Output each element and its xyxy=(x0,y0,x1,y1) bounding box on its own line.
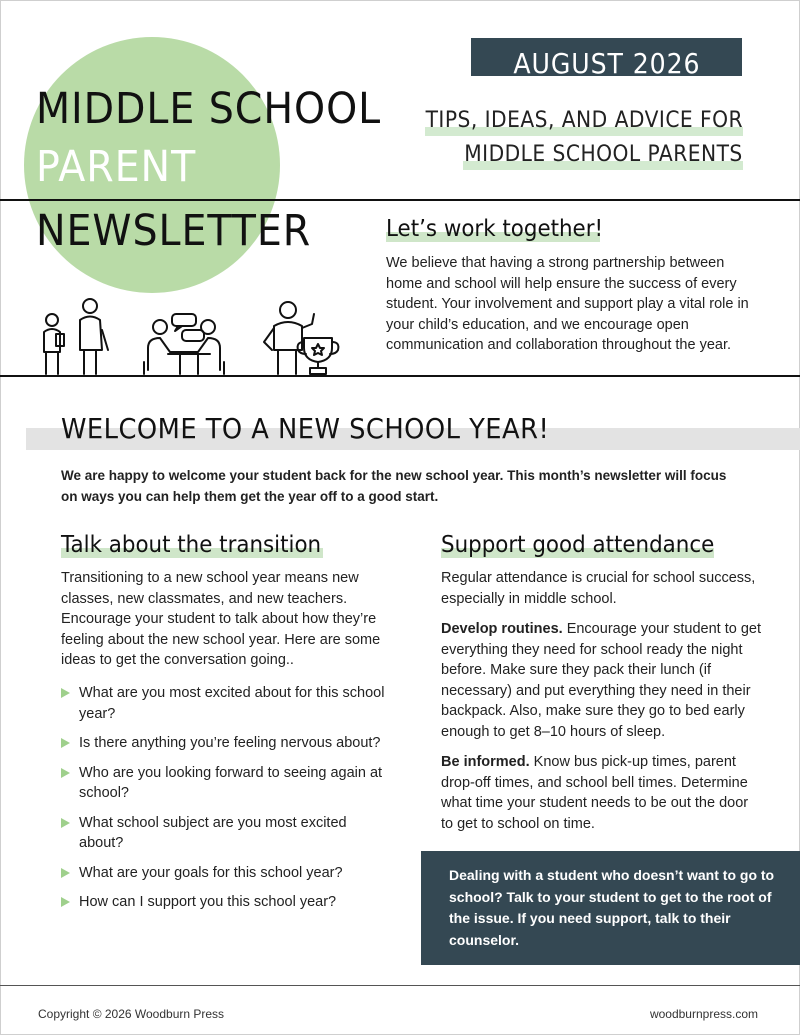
teacher-icon xyxy=(80,299,108,374)
trophy-icon xyxy=(298,338,339,374)
bullet-triangle-icon xyxy=(61,818,70,828)
footer-copyright: Copyright © 2026 Woodburn Press xyxy=(38,1007,225,1021)
list-item xyxy=(61,683,391,724)
chat-bubbles-icon xyxy=(172,314,204,341)
tagline-line-1: TIPS, IDEAS, AND ADVICE FOR xyxy=(425,108,743,133)
bullet-triangle-icon xyxy=(61,688,70,698)
transition-body: Transitioning to a new school year means new classes, new classmates, and new teachers. Encourage your student to talk about how they’re feeling about the new school year. Here are some ideas to get the conversation going.. xyxy=(61,570,381,668)
welcome-intro: We are happy to welcome your student back for the new school year. This month’s newsletter will focus on ways you can help them get the year off to a good start. xyxy=(61,468,727,504)
title-line-2: PARENT xyxy=(36,142,197,192)
informed-paragraph xyxy=(441,752,761,834)
list-item xyxy=(61,733,391,754)
attendance-heading: Support good attendance xyxy=(441,532,715,558)
bullet-triangle-icon xyxy=(61,768,70,778)
illustration xyxy=(30,292,370,378)
question-text: What are you most excited about for this school year? xyxy=(79,685,385,722)
question-list xyxy=(61,683,391,922)
attendance-intro: Regular attendance is crucial for school success, especially in middle school. xyxy=(441,570,756,607)
question-text: What are your goals for this school year? xyxy=(79,864,343,881)
welcome-heading: WELCOME TO A NEW SCHOOL YEAR! xyxy=(61,412,550,445)
routines-paragraph xyxy=(441,619,761,742)
question-text: Is there anything you’re feeling nervous about? xyxy=(79,735,381,751)
footer-divider xyxy=(0,985,800,986)
routines-label: Develop routines. xyxy=(441,621,563,637)
list-item xyxy=(61,863,391,884)
informed-label: Be informed. xyxy=(441,754,530,770)
bullet-triangle-icon xyxy=(61,897,70,907)
tagline-line-2: MIDDLE SCHOOL PARENTS xyxy=(464,142,743,167)
title-line-1: MIDDLE SCHOOL xyxy=(36,84,382,134)
list-item xyxy=(61,892,391,913)
question-text: What school subject are you most excited about? xyxy=(79,814,347,851)
attendance-column xyxy=(441,568,761,844)
bullet-triangle-icon xyxy=(61,868,70,878)
title-line-3: NEWSLETTER xyxy=(36,206,312,256)
together-body: We believe that having a strong partnership between home and school will help ensure the success of every student. Your involvement and support play a vital role in your child’s education, and we encourage open communication and collaboration throughout the year. xyxy=(386,255,749,353)
students-at-table-icon xyxy=(144,320,224,374)
together-heading: Let’s work together! xyxy=(386,216,604,242)
routines-text: Encourage your student to get everything they need for school ready the night before. Make sure they pack their lunch (if necessary) and put everything they need in their backpack. Also, make sure they go to bed early enough to get 8–10 hours of sleep. xyxy=(441,621,761,740)
footer-website: woodburnpress.com xyxy=(649,1007,758,1021)
divider-top xyxy=(0,199,800,201)
list-item xyxy=(61,813,391,854)
issue-date: AUGUST 2026 xyxy=(512,47,701,76)
informed-text: Know bus pick-up times, parent drop-off times, and school bell times. Determine what time your student needs to be out the door to get to school on time. xyxy=(441,754,749,832)
student-icon xyxy=(44,314,64,374)
transition-heading: Talk about the transition xyxy=(61,532,322,558)
bullet-triangle-icon xyxy=(61,738,70,748)
list-item xyxy=(61,763,391,804)
question-text: How can I support you this school year? xyxy=(79,894,337,910)
callout-text: Dealing with a student who doesn’t want to go to school? Talk to your student to get to the root of the issue. If you need support, talk to their counselor. xyxy=(449,867,775,948)
issue-date-banner xyxy=(471,38,742,76)
callout-box xyxy=(421,851,800,965)
question-text: Who are you looking forward to seeing again at school? xyxy=(79,764,383,801)
